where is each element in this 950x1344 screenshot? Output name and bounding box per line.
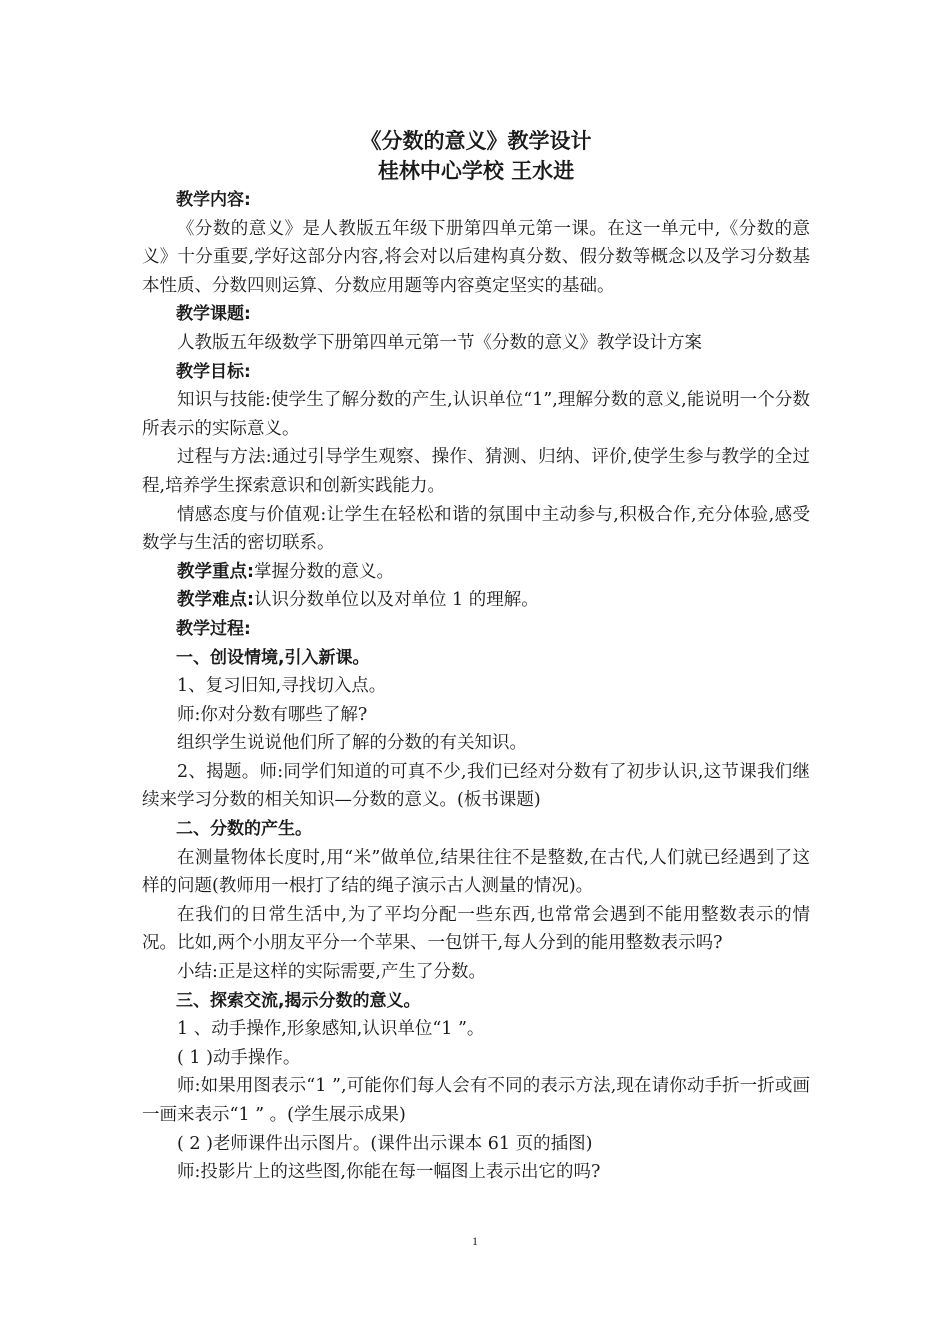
teaching-content-text: 《分数的意义》是人教版五年级下册第四单元第一课。在这一单元中,《分数的意义》十分重要,学好这部分内容,将会对以后建构真分数、假分数等概念以及学习分数基本性质、分数四则运算、分数应用题等内容奠定坚实的基础。 <box>142 218 810 296</box>
section1-heading: 一、创设情境,引入新课。 <box>176 647 370 668</box>
key-point-label: 教学重点: <box>177 561 254 582</box>
s2-summary: 小结:正是这样的实际需要,产生了分数。 <box>177 962 486 983</box>
s3-sub2: ( 2 )老师课件出示图片。(课件出示课本 61 页的插图) <box>177 1133 593 1154</box>
page-number: 1 <box>472 1234 478 1248</box>
s1-organize: 组织学生说说他们所了解的分数的有关知识。 <box>177 733 527 754</box>
difficulty-label: 教学难点: <box>177 590 254 611</box>
difficulty <box>142 586 810 615</box>
goal-emotion: 情感态度与价值观:让学生在轻松和谐的氛围中主动参与,积极合作,充分体验,感受数学与生活的密切联系。 <box>142 504 810 554</box>
teaching-goal-label: 教学目标: <box>176 361 251 382</box>
teaching-topic-label: 教学课题: <box>176 304 251 325</box>
goal-knowledge: 知识与技能:使学生了解分数的产生,认识单位“1”,理解分数的意义,能说明一个分数所表示的实际意义。 <box>142 390 810 439</box>
s3-sub1: ( 1 )动手操作。 <box>177 1047 301 1068</box>
goal-process: 过程与方法:通过引导学生观察、操作、猜测、归纳、评价,使学生参与教学的全过程,培养学生探索意识和创新实践能力。 <box>142 447 810 496</box>
s3-item1: 1 、动手操作,形象感知,认识单位“1 ”。 <box>177 1019 485 1040</box>
s3-teacher2: 师:投影片上的这些图,你能在每一幅图上表示出它的吗? <box>177 1162 601 1183</box>
key-point <box>142 558 810 587</box>
section3-heading: 三、探索交流,揭示分数的意义。 <box>176 990 421 1011</box>
teaching-content-label: 教学内容: <box>176 190 251 210</box>
teaching-topic-text: 人教版五年级数学下册第四单元第一节《分数的意义》教学设计方案 <box>177 332 702 353</box>
section2-heading: 二、分数的产生。 <box>176 819 312 840</box>
s3-teacher1: 师:如果用图表示“1 ”,可能你们每人会有不同的表示方法,现在请你动手折一折或画一画来表示“1 ” 。(学生展示成果) <box>142 1076 810 1125</box>
process-label: 教学过程: <box>176 618 251 639</box>
document-title: 《分数的意义》教学设计 <box>360 129 592 153</box>
author-line: 桂林中心学校 王水进 <box>377 159 575 183</box>
key-point-text: 掌握分数的意义。 <box>254 561 394 582</box>
s2-paragraph2: 在我们的日常生活中,为了平均分配一些东西,也常常会遇到不能用整数表示的情况。比如,两个小朋友平分一个苹果、一包饼干,每人分到的能用整数表示吗? <box>142 904 810 954</box>
s1-item2: 2、揭题。师:同学们知道的可真不少,我们已经对分数有了初步认识,这节课我们继续来学习分数的相关知识—分数的意义。(板书课题) <box>142 761 810 811</box>
s1-item1: 1、复习旧知,寻找切入点。 <box>177 676 387 697</box>
s1-teacher-question: 师:你对分数有哪些了解? <box>177 704 368 725</box>
document-body <box>142 126 810 1187</box>
s2-paragraph1: 在测量物体长度时,用“米”做单位,结果往往不是整数,在古代,人们就已经遇到了这样的问题(教师用一根打了结的绳子演示古人测量的情况)。 <box>142 847 810 897</box>
difficulty-text: 认识分数单位以及对单位 1 的理解。 <box>254 590 539 611</box>
